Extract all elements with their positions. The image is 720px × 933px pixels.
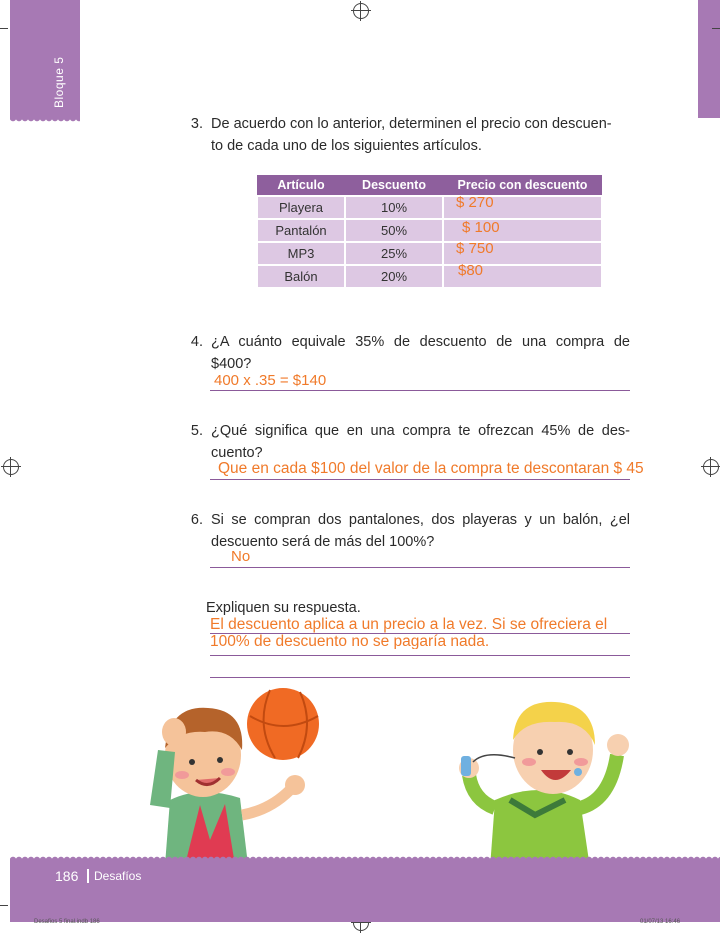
question-4-text-line2: $400? — [211, 356, 252, 372]
footer-divider — [87, 869, 89, 883]
headphones-icon — [461, 756, 471, 776]
table-cell-item: Playera — [257, 196, 345, 219]
explain-answer-line2: 100% de descuento no se pagaría nada. — [210, 633, 490, 649]
question-4-text-line1: ¿A cuánto equivale 35% de descuento de una compra de — [211, 334, 630, 350]
question-3-text-line1: De acuerdo con lo anterior, determinen el precio con descuen- — [211, 116, 612, 132]
question-5-text-line2: cuento? — [211, 445, 263, 461]
question-6-text-line1: Si se compran dos pantalones, dos playeras y un balón, ¿el — [211, 512, 630, 528]
explain-prompt: Expliquen su respuesta. — [206, 600, 361, 616]
answer-line — [210, 567, 630, 568]
table-cell-discount: 10% — [345, 196, 443, 219]
question-5-answer: Que en cada $100 del valor de la compra te descontaran $ 45 — [218, 460, 644, 477]
crop-mark — [0, 28, 8, 29]
table-row — [257, 242, 602, 265]
answer-line — [210, 655, 630, 656]
table-cell-discount: 50% — [345, 219, 443, 242]
table-row — [257, 219, 602, 242]
registration-mark-right — [703, 459, 719, 475]
price-answer-mp3: $ 750 — [456, 240, 494, 257]
answer-line — [210, 479, 630, 480]
table-header-discount: Descuento — [345, 175, 443, 196]
print-slug-right: 01/07/13 16:46 — [640, 919, 681, 925]
question-4-answer: 400 x .35 = $140 — [214, 372, 327, 389]
price-answer-playera: $ 270 — [456, 194, 494, 211]
question-3-text-line2: to de cada uno de los siguientes artículos. — [211, 138, 482, 154]
table-cell-item: MP3 — [257, 242, 345, 265]
table-cell-discount: 20% — [345, 265, 443, 288]
table-header-article: Artículo — [257, 175, 345, 196]
question-5-number: 5. — [190, 423, 203, 439]
discount-table — [256, 175, 603, 289]
answer-line — [210, 390, 630, 391]
bloque-label: Bloque 5 — [52, 56, 66, 108]
table-row — [257, 196, 602, 219]
table-header-price: Precio con descuento — [443, 175, 602, 196]
price-answer-pantalon: $ 100 — [462, 219, 500, 236]
question-4-number: 4. — [190, 334, 203, 350]
question-6-answer: No — [231, 548, 251, 565]
table-cell-item: Pantalón — [257, 219, 345, 242]
boy-with-headphones-illustration — [455, 690, 635, 870]
print-slug-left: Desafios 5 final.indb 186 — [34, 919, 100, 925]
bloque-side-tab — [10, 0, 80, 118]
question-6-text-line2: descuento será de más del 100%? — [211, 534, 435, 550]
table-header-row — [257, 175, 602, 196]
page-number: 186 — [55, 868, 79, 884]
boy-with-ball-illustration — [130, 680, 340, 870]
registration-mark-top — [353, 3, 369, 19]
answer-line — [210, 677, 630, 678]
registration-mark-left — [3, 459, 19, 475]
basketball-icon — [247, 688, 319, 760]
right-side-tab — [698, 0, 720, 118]
crop-mark — [712, 28, 720, 29]
table-cell-item: Balón — [257, 265, 345, 288]
crop-mark — [0, 905, 8, 906]
footer-section: Desafíos — [94, 869, 142, 883]
question-6-number: 6. — [190, 512, 203, 528]
question-5-text-line1: ¿Qué significa que en una compra te ofrezcan 45% de des- — [211, 423, 630, 439]
question-3-number: 3. — [190, 116, 203, 132]
explain-answer-line1: El descuento aplica a un precio a la vez. Si se ofreciera el — [210, 616, 608, 633]
price-answer-balon: $80 — [458, 262, 484, 279]
table-row — [257, 265, 602, 288]
table-cell-discount: 25% — [345, 242, 443, 265]
